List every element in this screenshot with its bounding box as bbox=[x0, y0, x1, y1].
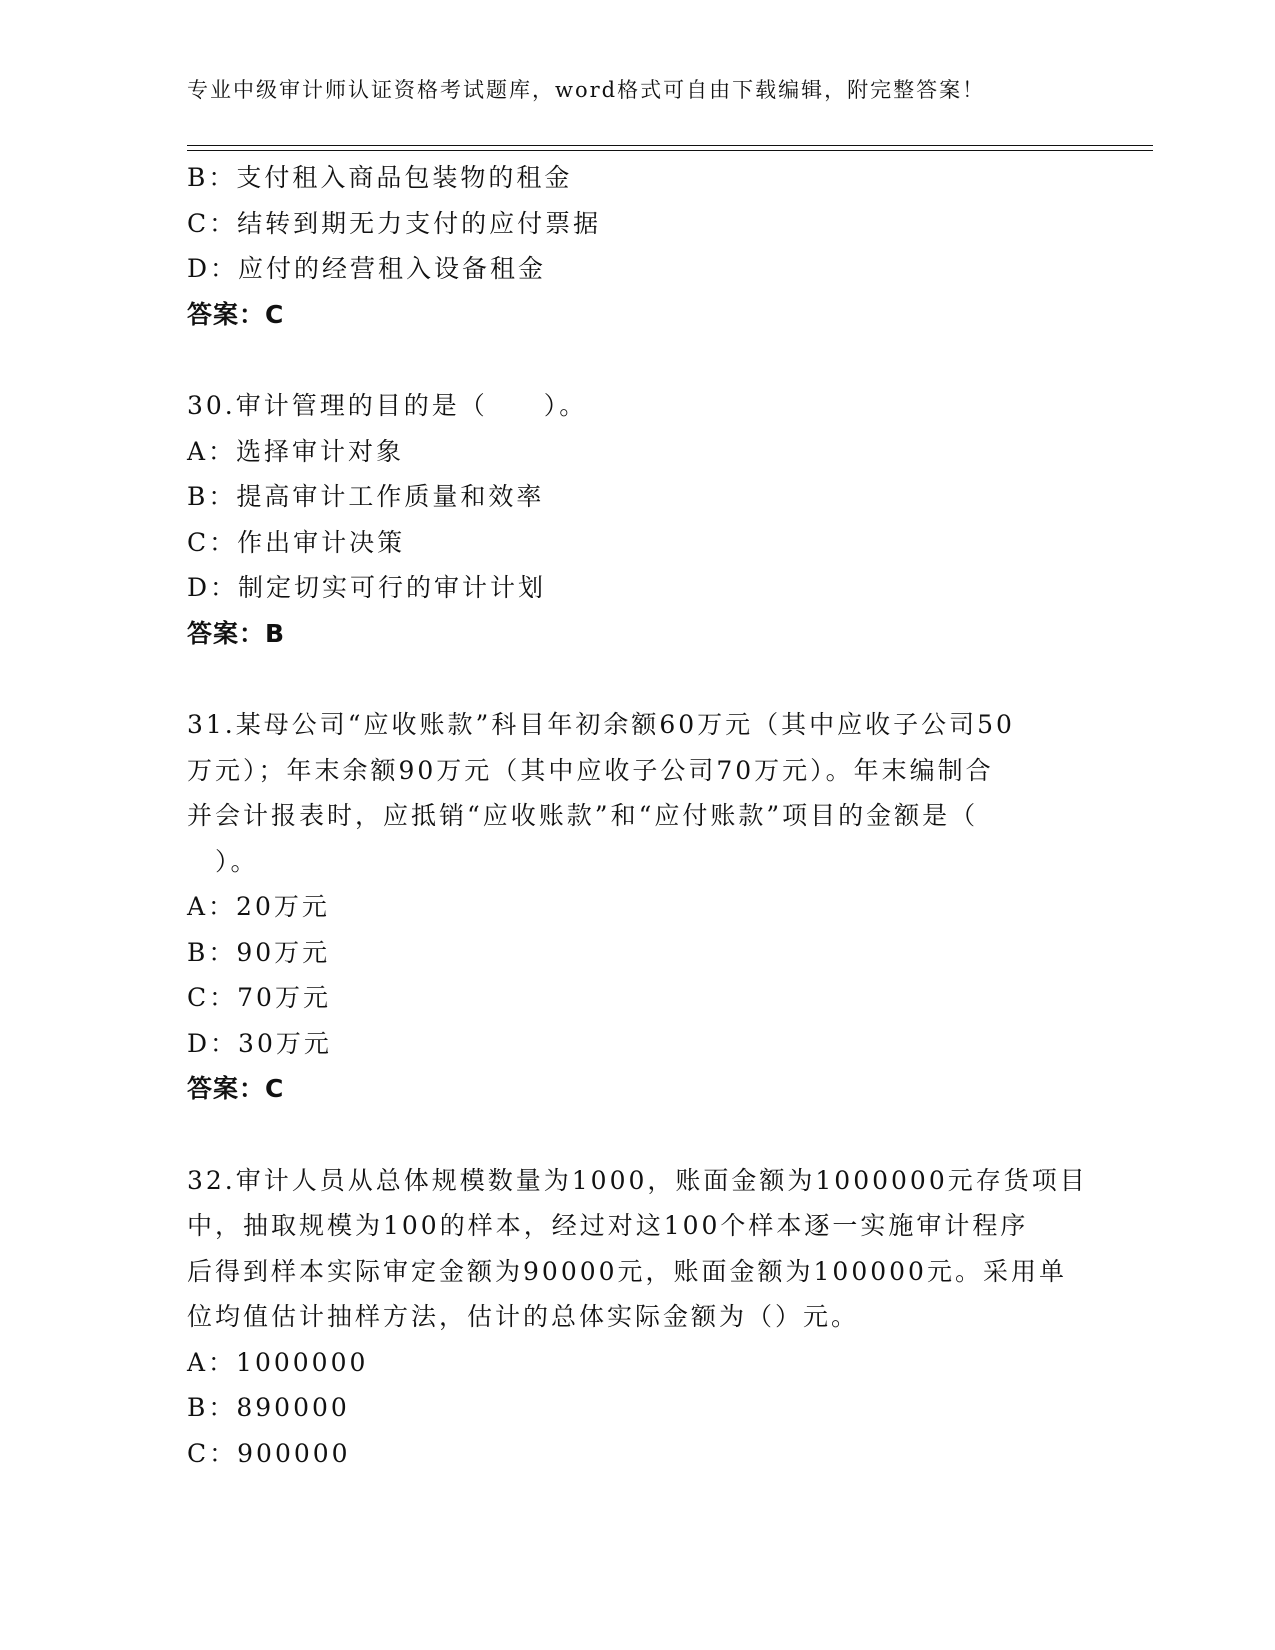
page-header: 专业中级审计师认证资格考试题库，word格式可自由下载编辑，附完整答案！ bbox=[187, 78, 986, 102]
question-stem-line: 万元）；年末余额90万元（其中应收子公司70万元）。年末编制合 bbox=[187, 755, 994, 785]
option-a: A：选择审计对象 bbox=[187, 436, 405, 466]
question-stem-line: 位均值估计抽样方法，估计的总体实际金额为（）元。 bbox=[187, 1302, 860, 1331]
question-30 bbox=[187, 383, 1087, 656]
option-d: D：应付的经营租入设备租金 bbox=[187, 254, 547, 283]
question-stem-line: 中，抽取规模为100的样本，经过对这100个样本逐一实施审计程序 bbox=[187, 1211, 1029, 1240]
answer-line: 答案：B bbox=[187, 618, 286, 648]
option-c: C：作出审计决策 bbox=[187, 527, 406, 557]
question-32 bbox=[187, 1158, 1087, 1477]
option-c: C：结转到期无力支付的应付票据 bbox=[187, 208, 602, 238]
question-stem-line: 32.审计人员从总体规模数量为1000，账面金额为1000000元存货项目 bbox=[187, 1165, 1088, 1195]
spacer bbox=[187, 1112, 1087, 1158]
option-b: B：90万元 bbox=[187, 937, 331, 967]
option-a: A：1000000 bbox=[187, 1347, 369, 1377]
option-d: D：30万元 bbox=[187, 1028, 332, 1058]
option-a: A：20万元 bbox=[187, 892, 330, 921]
option-c: C：900000 bbox=[187, 1438, 351, 1468]
option-c: C：70万元 bbox=[187, 983, 331, 1012]
option-b: B：提高审计工作质量和效率 bbox=[187, 482, 545, 511]
answer-line: 答案：C bbox=[187, 1074, 285, 1103]
question-stem-line: 31.某母公司“应收账款”科目年初余额60万元（其中应收子公司50 bbox=[187, 710, 1015, 739]
question-31 bbox=[187, 702, 1087, 1112]
spacer bbox=[187, 337, 1087, 383]
header-rule-top bbox=[187, 145, 1153, 146]
question-stem-line: 并会计报表时，应抵销“应收账款”和“应付账款”项目的金额是（ bbox=[187, 801, 979, 830]
question-content bbox=[187, 155, 1087, 1476]
header-rule-bottom bbox=[187, 150, 1153, 151]
question-stem-line: 后得到样本实际审定金额为90000元，账面金额为100000元。采用单 bbox=[187, 1256, 1067, 1286]
option-b: B：890000 bbox=[187, 1393, 350, 1422]
answer-line: 答案：C bbox=[187, 299, 285, 329]
question-stem: 30.审计管理的目的是（ ）。 bbox=[187, 391, 588, 420]
option-b: B：支付租入商品包装物的租金 bbox=[187, 163, 573, 192]
spacer bbox=[187, 656, 1087, 702]
option-d: D：制定切实可行的审计计划 bbox=[187, 573, 547, 602]
question-29 bbox=[187, 155, 1087, 337]
question-stem-line: ）。 bbox=[187, 846, 259, 876]
